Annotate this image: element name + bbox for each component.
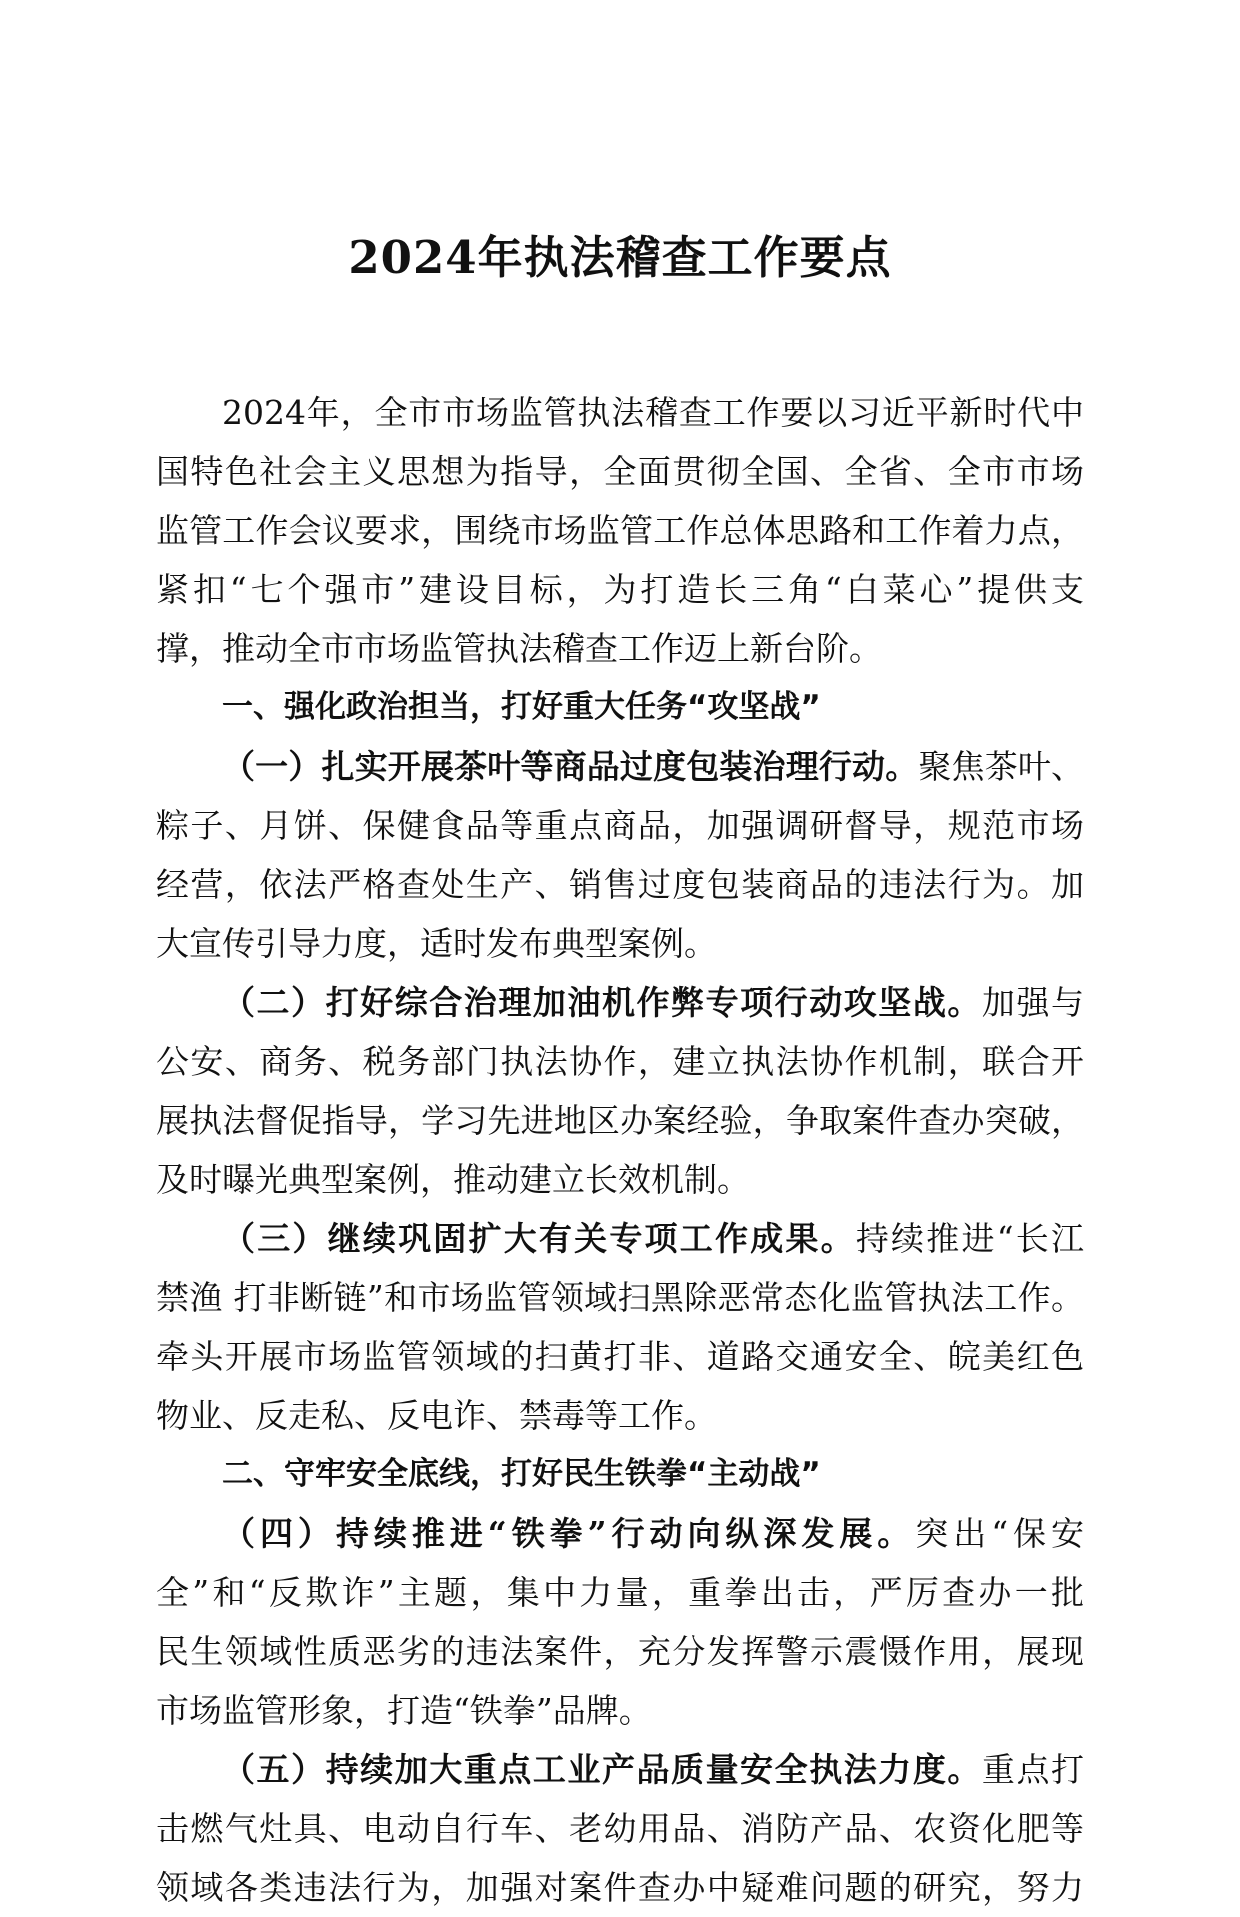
paragraph-line: 监管工作会议要求，围绕市场监管工作总体思路和工作着力点， bbox=[156, 511, 1084, 550]
paragraph-line: 民生领域性质恶劣的违法案件，充分发挥警示震慑作用，展现 bbox=[156, 1632, 1084, 1671]
paragraph-line: 2024年，全市市场监管执法稽查工作要以习近平新时代中 bbox=[222, 393, 1084, 432]
paragraph-line: 粽子、月饼、保健食品等重点商品，加强调研督导，规范市场 bbox=[156, 806, 1084, 845]
document-title: 2024年执法稽查工作要点 bbox=[348, 231, 892, 284]
document-body bbox=[156, 383, 1084, 1917]
paragraph-line: 撑，推动全市市场监管执法稽查工作迈上新台阶。 bbox=[156, 629, 882, 668]
paragraph-line bbox=[156, 1740, 1084, 1799]
paragraph-line: 击燃气灶具、电动自行车、老幼用品、消防产品、农资化肥等 bbox=[156, 1809, 1084, 1848]
paragraph-text: 加强与 bbox=[981, 983, 1084, 1022]
section-heading: 二、守牢安全底线，打好民生铁拳“主动战” bbox=[222, 1456, 821, 1492]
paragraph-line: 紧扣“七个强市”建设目标，为打造长三角“白菜心”提供支 bbox=[156, 570, 1084, 609]
subsection-lead: （四）持续推进“铁拳”行动向纵深发展。 bbox=[222, 1514, 916, 1553]
paragraph-line: 公安、商务、税务部门执法协作，建立执法协作机制，联合开 bbox=[156, 1042, 1084, 1081]
paragraph-line: 牵头开展市场监管领域的扫黄打非、道路交通安全、皖美红色 bbox=[156, 1337, 1084, 1376]
subsection-lead: （五）持续加大重点工业产品质量安全执法力度。 bbox=[222, 1750, 982, 1789]
paragraph-line bbox=[156, 1209, 1084, 1268]
paragraph-line: 禁渔 打非断链”和市场监管领域扫黑除恶常态化监管执法工作。 bbox=[156, 1278, 1084, 1317]
paragraph-line: 领域各类违法行为，加强对案件查办中疑难问题的研究，努力 bbox=[156, 1868, 1084, 1907]
subsection-lead: （二）打好综合治理加油机作弊专项行动攻坚战。 bbox=[222, 983, 982, 1022]
paragraph-line bbox=[156, 737, 1084, 796]
paragraph-text: 聚焦茶叶、 bbox=[918, 747, 1084, 786]
paragraph-line: 全”和“反欺诈”主题，集中力量，重拳出击，严厉查办一批 bbox=[156, 1573, 1084, 1612]
subsection-lead: （三）继续巩固扩大有关专项工作成果。 bbox=[222, 1219, 856, 1258]
paragraph-line: 及时曝光典型案例，推动建立长效机制。 bbox=[156, 1160, 750, 1199]
paragraph-text: 持续推进“长江 bbox=[855, 1219, 1084, 1258]
paragraph-text: 突出“保安 bbox=[915, 1514, 1084, 1553]
paragraph-line: 国特色社会主义思想为指导，全面贯彻全国、全省、全市市场 bbox=[156, 452, 1084, 491]
paragraph-line bbox=[156, 973, 1084, 1032]
paragraph-line: 展执法督促指导，学习先进地区办案经验，争取案件查办突破， bbox=[156, 1101, 1084, 1140]
paragraph-text: 重点打 bbox=[981, 1750, 1084, 1789]
section-heading: 一、强化政治担当，打好重大任务“攻坚战” bbox=[222, 689, 821, 725]
paragraph-line: 大宣传引导力度，适时发布典型案例。 bbox=[156, 924, 717, 963]
paragraph-line: 经营，依法严格查处生产、销售过度包装商品的违法行为。加 bbox=[156, 865, 1084, 904]
subsection-lead: （一）扎实开展茶叶等商品过度包装治理行动。 bbox=[222, 747, 919, 786]
paragraph-line: 市场监管形象，打造“铁拳”品牌。 bbox=[156, 1691, 652, 1730]
paragraph-line: 物业、反走私、反电诈、禁毒等工作。 bbox=[156, 1396, 717, 1435]
paragraph-line bbox=[156, 1504, 1084, 1563]
